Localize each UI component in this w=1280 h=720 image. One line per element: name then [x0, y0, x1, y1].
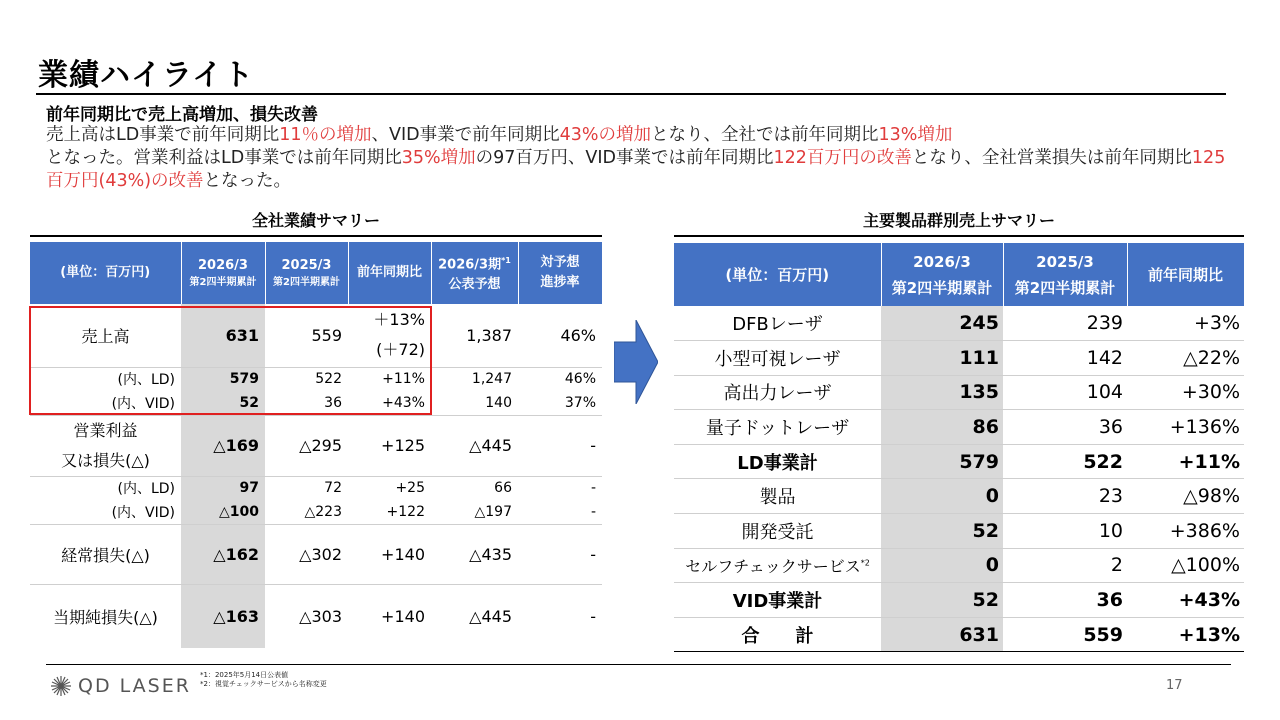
summary-highlight: 125百万円(43%)の改善: [46, 148, 1226, 191]
table-cell: 559: [265, 304, 348, 367]
page-number: 17: [1166, 678, 1183, 693]
summary-highlight: 11％の増加: [279, 125, 372, 145]
header-current-period: 2026/3 第2四半期累計: [181, 242, 265, 304]
page-title: 業績ハイライト: [38, 58, 255, 93]
row-label: 経常損失(△): [30, 524, 181, 584]
table-cell: △100: [181, 500, 265, 524]
summary-segment: となった。: [203, 171, 292, 191]
table-row: [674, 306, 1244, 341]
table-cell: △100%: [1127, 548, 1244, 583]
table-header-row: [674, 243, 1244, 306]
page-subtitle: 前年同期比で売上高増加、損失改善: [46, 105, 318, 125]
table-cell: -: [590, 606, 596, 626]
summary-text: [46, 124, 1226, 193]
table-cell: -: [518, 500, 602, 524]
table-cell: +11%: [382, 371, 425, 388]
table-cell: 72: [324, 480, 342, 497]
header-unit: (単位：百万円): [30, 242, 181, 304]
row-label: LD事業計: [674, 444, 881, 479]
header-previous-period: 2025/3 第2四半期累計: [265, 242, 348, 304]
table-cell: +386%: [1127, 514, 1244, 549]
table-cell: △435: [431, 524, 518, 584]
table-cell: 2: [1003, 548, 1127, 583]
table-row-subtotal: [674, 444, 1244, 479]
table-header-row: [30, 242, 602, 304]
table-row: [674, 514, 1244, 549]
summary-segment: となり、全社では前年同期比: [651, 125, 879, 145]
summary-highlight: 13%増加: [878, 125, 953, 145]
row-label: 営業利益 又は損失(△): [30, 415, 181, 476]
table-cell: 239: [1003, 306, 1127, 341]
table-cell: -: [518, 524, 602, 584]
table-row: [30, 304, 602, 367]
table-cell: 579: [181, 367, 265, 391]
table-cell: 97: [181, 476, 265, 500]
row-label: 製品: [674, 479, 881, 514]
row-label: 高出力レーザ: [674, 375, 881, 410]
table-cell: 52: [881, 583, 1003, 618]
table-cell: △302: [265, 524, 348, 584]
summary-segment: 売上高はLD事業で前年同期比: [46, 125, 280, 145]
table-row-subtotal: [674, 583, 1244, 618]
table-cell: +3%: [1127, 306, 1244, 341]
left-table-caption: 全社業績サマリー: [251, 211, 380, 230]
table-cell: +30%: [1127, 375, 1244, 410]
table-cell: △295: [265, 415, 348, 476]
company-summary-table: [30, 242, 603, 648]
table-cell: △162: [181, 524, 265, 584]
table-cell: +125: [348, 415, 431, 476]
table-cell: 1,387: [431, 304, 518, 367]
table-cell: △303: [299, 606, 342, 626]
summary-segment: となり、全社営業損失は前年同期比: [911, 148, 1192, 168]
table-row: [30, 367, 602, 391]
summary-segment: となった。営業利益はLD事業では前年同期比: [46, 148, 402, 168]
row-label: 小型可視レーザ: [674, 341, 881, 376]
table-cell: 245: [881, 306, 1003, 341]
title-divider: [36, 93, 1226, 95]
table-cell: △22%: [1127, 341, 1244, 376]
table-cell: 46%: [518, 304, 602, 367]
table-cell: 36: [1003, 583, 1127, 618]
footnote-1: *1：2025年5月14日公表値: [200, 671, 289, 679]
row-label: (内、VID): [30, 500, 181, 524]
table-cell: 111: [881, 341, 1003, 376]
table-cell: +136%: [1127, 410, 1244, 445]
row-label: 合 計: [674, 617, 881, 652]
table-row: [674, 341, 1244, 376]
table-cell: △98%: [1127, 479, 1244, 514]
table-row: [30, 500, 602, 524]
summary-highlight: 43%の増加: [559, 125, 652, 145]
summary-segment: の97百万円、VID事業では前年同期比: [475, 148, 774, 168]
footer-divider: [46, 664, 1231, 665]
row-label: 当期純損失(△): [53, 607, 158, 627]
table-cell: +25: [395, 480, 425, 497]
table-cell: △445: [469, 606, 512, 626]
table-cell: 46%: [564, 371, 596, 388]
header-previous-period: 2025/3 第2四半期累計: [1003, 243, 1127, 306]
row-label: 量子ドットレーザ: [674, 410, 881, 445]
table-cell: +122: [348, 500, 431, 524]
table-cell: 52: [181, 391, 265, 415]
row-label: (内、VID): [30, 391, 181, 415]
row-label: DFBレーザ: [674, 306, 881, 341]
table-cell: +13%: [1127, 617, 1244, 652]
header-progress: 対予想 進捗率: [518, 242, 602, 304]
table-cell: △169: [181, 415, 265, 476]
header-current-period: 2026/3 第2四半期累計: [881, 243, 1003, 306]
table-row-total: [674, 617, 1244, 652]
table-cell: △445: [431, 415, 518, 476]
row-label: (内、LD): [117, 372, 175, 389]
table-cell: 23: [1003, 479, 1127, 514]
table-cell: 631: [181, 304, 265, 367]
table-cell: 52: [881, 514, 1003, 549]
table-cell: 579: [881, 444, 1003, 479]
summary-highlight: 122百万円の改善: [773, 148, 912, 168]
table-cell: △197: [431, 500, 518, 524]
left-caption-divider: [30, 235, 602, 237]
table-cell: +11%: [1127, 444, 1244, 479]
table-row: [30, 524, 602, 584]
table-cell: 142: [1003, 341, 1127, 376]
row-label: 開発受託: [674, 514, 881, 549]
row-label: 売上高: [30, 304, 181, 367]
table-cell: 135: [881, 375, 1003, 410]
table-cell: 1,247: [471, 371, 512, 388]
table-row: [30, 584, 602, 648]
table-row: [674, 410, 1244, 445]
footnote-2: *2：視覚チェックサービスから名称変更: [200, 680, 327, 688]
arrow-right-icon: [614, 320, 658, 404]
table-cell: 522: [1003, 444, 1127, 479]
table-cell: 140: [431, 391, 518, 415]
header-yoy: 前年同期比: [1127, 243, 1244, 306]
table-cell: 37%: [518, 391, 602, 415]
table-row: [674, 375, 1244, 410]
table-row: [30, 476, 602, 500]
table-cell: 86: [881, 410, 1003, 445]
footnotes: [200, 671, 327, 689]
summary-highlight: 35%増加: [401, 148, 476, 168]
table-row: [674, 548, 1244, 583]
table-cell: 631: [881, 617, 1003, 652]
summary-segment: 、VID事業で前年同期比: [371, 125, 560, 145]
right-table-caption: 主要製品群別売上サマリー: [862, 211, 1055, 230]
table-cell: 36: [1003, 410, 1127, 445]
company-logo: [50, 675, 191, 697]
table-cell: -: [518, 415, 602, 476]
table-cell: 36: [265, 391, 348, 415]
table-cell: +43%: [1127, 583, 1244, 618]
header-unit: (単位：百万円): [674, 243, 881, 306]
table-row: [674, 479, 1244, 514]
logo-text: QD LASER: [78, 675, 191, 697]
table-row: [30, 391, 602, 415]
table-cell: 522: [315, 371, 342, 388]
table-cell: 104: [1003, 375, 1127, 410]
table-cell: 10: [1003, 514, 1127, 549]
table-cell: ＋13% (＋72): [348, 304, 431, 367]
row-label: (内、LD): [117, 481, 175, 498]
table-cell: 66: [494, 480, 512, 497]
table-cell: -: [590, 480, 596, 497]
table-row: [30, 415, 602, 476]
table-cell: +140: [381, 606, 425, 626]
header-forecast: 2026/3期$^{*1}$ 公表予想: [431, 242, 518, 304]
table-cell: +140: [348, 524, 431, 584]
row-label: セルフチェックサービス$^{*2}$: [674, 548, 881, 583]
product-sales-table: [674, 243, 1245, 652]
table-cell: +43%: [348, 391, 431, 415]
table-cell: 559: [1003, 617, 1127, 652]
table-cell: 0: [881, 548, 1003, 583]
table-cell: △163: [181, 584, 265, 648]
starburst-logo-icon: [50, 675, 72, 697]
right-caption-divider: [674, 235, 1244, 237]
table-cell: 0: [881, 479, 1003, 514]
header-yoy: 前年同期比: [348, 242, 431, 304]
table-cell: △223: [265, 500, 348, 524]
row-label: VID事業計: [674, 583, 881, 618]
